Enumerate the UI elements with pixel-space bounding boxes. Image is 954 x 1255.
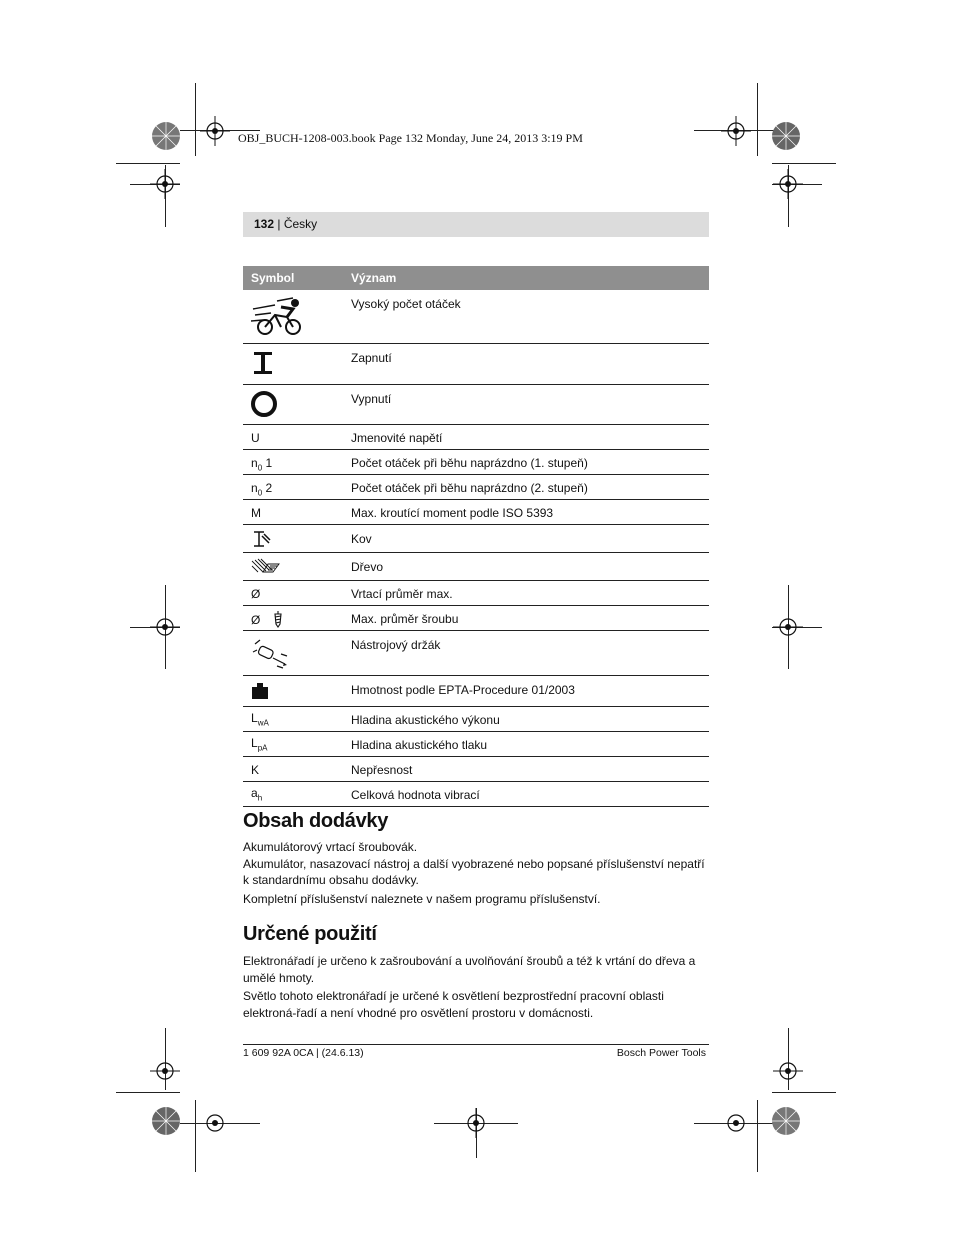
meaning-text: Vysoký počet otáček: [351, 297, 461, 311]
meaning-text: Celková hodnota vibrací: [351, 788, 480, 802]
page-number: 132: [254, 217, 275, 231]
section-heading-delivery: Obsah dodávky: [243, 810, 389, 832]
table-row: [243, 732, 709, 757]
page-separator: |: [274, 217, 284, 231]
intended-use-paragraph: Elektronářadí je určeno k zašroubování a uvolňování šroubů a též k vrtání do dřeva a umělé hmoty.: [243, 954, 696, 985]
symbol-text: $L_{pA}$: [251, 736, 268, 753]
meaning-text: Kov: [351, 532, 372, 546]
table-row: [243, 757, 709, 782]
meaning-text: Zapnutí: [351, 351, 392, 365]
meaning-text: Hmotnost podle EPTA-Procedure 01/2003: [351, 683, 575, 697]
table-row: [243, 450, 709, 475]
section-heading-intended-use: Určené použití: [243, 923, 377, 945]
column-header-symbol: Symbol: [251, 271, 295, 285]
table-row: [243, 344, 709, 385]
symbol-text: $n_0$ 2: [251, 481, 273, 498]
table-header: [243, 266, 709, 290]
symbol-text: K: [251, 763, 260, 777]
print-header: OBJ_BUCH-1208-003.book Page 132 Monday, June 24, 2013 3:19 PM: [238, 131, 583, 145]
table-row: [243, 500, 709, 525]
meaning-text: Jmenovité napětí: [351, 431, 443, 445]
meaning-text: Nepřesnost: [351, 763, 413, 777]
symbol-table: [243, 266, 709, 807]
meaning-text: Max. kroutící moment podle ISO 5393: [351, 506, 554, 520]
high-speed-cyclist-icon: [251, 295, 313, 342]
symbol-text: $L_{wA}$: [251, 711, 269, 728]
wood-grain-icon: [251, 558, 281, 579]
table-row: [243, 631, 709, 676]
delivery-accessories-paragraph: Kompletní příslušenství naleznete v našem programu příslušenství.: [243, 892, 601, 906]
symbol-text: M: [251, 506, 261, 520]
weight-icon: [251, 682, 269, 703]
table-row: [243, 676, 709, 707]
table-row: [243, 782, 709, 807]
footer-brand: Bosch Power Tools: [616, 1047, 706, 1059]
table-row: [243, 606, 709, 631]
meaning-text: Hladina akustického výkonu: [351, 713, 500, 727]
table-row: [243, 475, 709, 500]
table-row: [243, 707, 709, 732]
meaning-text: Hladina akustického tlaku: [351, 738, 488, 752]
table-row: [243, 581, 709, 606]
delivery-paragraph: Akumulátorový vrtací šroubovák. Akumulátor, nasazovací nástroj a další vyobrazené nebo popsané příslušenství nepatří k standardnímu obsahu dodávky.: [243, 840, 705, 887]
symbol-text: Ø: [251, 587, 261, 601]
symbol-text: $a_h$: [251, 786, 263, 803]
meaning-text: Počet otáček při běhu naprázdno (1. stupeň): [351, 456, 588, 470]
column-header-meaning: Význam: [351, 271, 397, 285]
symbol-text: $n_0$ 1: [251, 456, 273, 473]
table-row: [243, 385, 709, 425]
page-header-band: [243, 212, 709, 237]
power-off-ring-icon: [251, 390, 279, 421]
meaning-text: Vypnutí: [351, 392, 392, 406]
footer-document-code: 1 609 92A 0CA | (24.6.13): [243, 1047, 364, 1059]
meaning-text: Počet otáček při běhu naprázdno (2. stupeň): [351, 481, 588, 495]
page-indicator: [254, 217, 317, 231]
meaning-text: Nástrojový držák: [351, 638, 441, 652]
page-language: Česky: [283, 217, 318, 231]
screw-icon: [272, 610, 284, 628]
symbol-text: Ø: [251, 610, 284, 628]
tool-holder-icon: [251, 636, 289, 673]
metal-beam-icon: [251, 530, 271, 551]
power-on-bar-icon: [251, 349, 275, 380]
table-row: [243, 425, 709, 450]
light-usage-paragraph: Světlo tohoto elektronářadí je určené k osvětlení bezprostřední pracovní oblasti elektroná-řadí a není vhodné pro osvětlení prostoru v domácnosti.: [243, 989, 664, 1020]
symbol-text: U: [251, 431, 260, 445]
table-row: [243, 525, 709, 553]
meaning-text: Vrtací průměr max.: [351, 587, 453, 601]
meaning-text: Dřevo: [351, 560, 384, 574]
table-row: [243, 553, 709, 581]
footer-rule: [243, 1044, 709, 1045]
meaning-text: Max. průměr šroubu: [351, 612, 459, 626]
table-row: [243, 290, 709, 344]
